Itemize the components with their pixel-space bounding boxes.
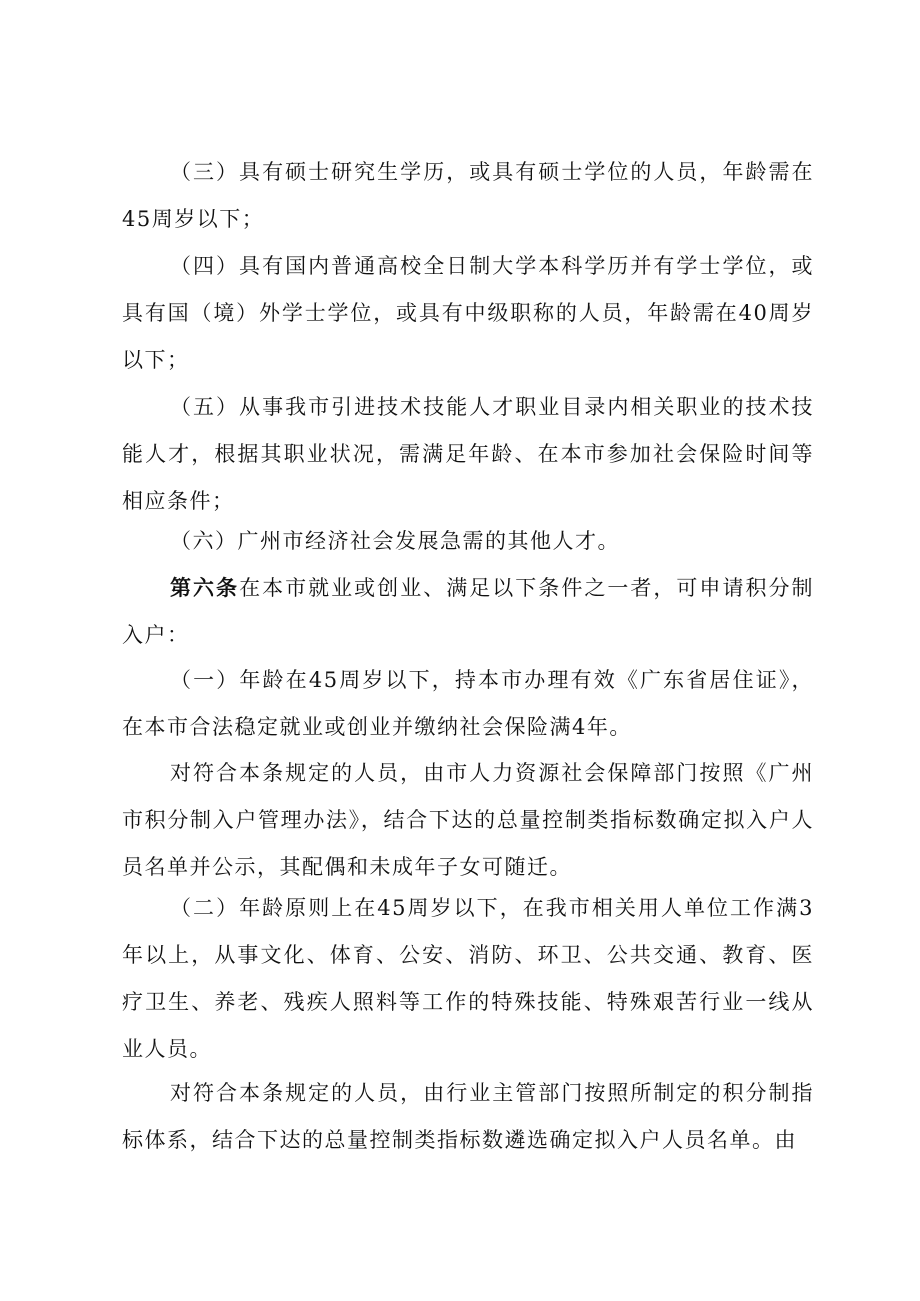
article-6-paragraph — [122, 564, 814, 659]
condition-2-paragraph: （二）年龄原则上在45周岁以下，在我市相关用人单位工作满3年以上，从事文化、体育、公安、消防、环卫、公共交通、教育、医疗卫生、养老、残疾人照料等工作的特殊技能、特殊艰苦行业一线从业人员。 — [122, 896, 814, 1061]
article-heading: 第六条 — [170, 575, 240, 600]
condition-1-note-paragraph: 对符合本条规定的人员，由市人力资源社会保障部门按照《广州市积分制入户管理办法》，结合下达的总量控制类指标数确定拟入户人员名单并公示，其配偶和未成年子女可随迁。 — [122, 761, 814, 879]
paragraph-item-5: （五）从事我市引进技术技能人才职业目录内相关职业的技术技能人才，根据其职业状况，需满足年龄、在本市参加社会保险时间等相应条件； — [122, 395, 814, 513]
condition-1-paragraph: （一）年龄在45周岁以下，持本市办理有效《广东省居住证》，在本市合法稳定就业或创业并缴纳社会保险满4年。 — [122, 668, 814, 739]
article-6-text: 在本市就业或创业、满足以下条件之一者，可申请积分制入户： — [122, 576, 815, 647]
paragraph-item-4: （四）具有国内普通高校全日制大学本科学历并有学士学位，或具有国（境）外学士学位，或具有中级职称的人员，年龄需在40周岁以下； — [122, 254, 814, 372]
condition-2-note-paragraph: 对符合本条规定的人员，由行业主管部门按照所制定的积分制指标体系，结合下达的总量控制类指标数遴选确定拟入户人员名单。由 — [122, 1081, 814, 1152]
paragraph-item-6: （六）广州市经济社会发展急需的其他人才。 — [170, 529, 620, 553]
paragraph-item-3: （三）具有硕士研究生学历，或具有硕士学位的人员，年龄需在45周岁以下； — [122, 160, 814, 231]
